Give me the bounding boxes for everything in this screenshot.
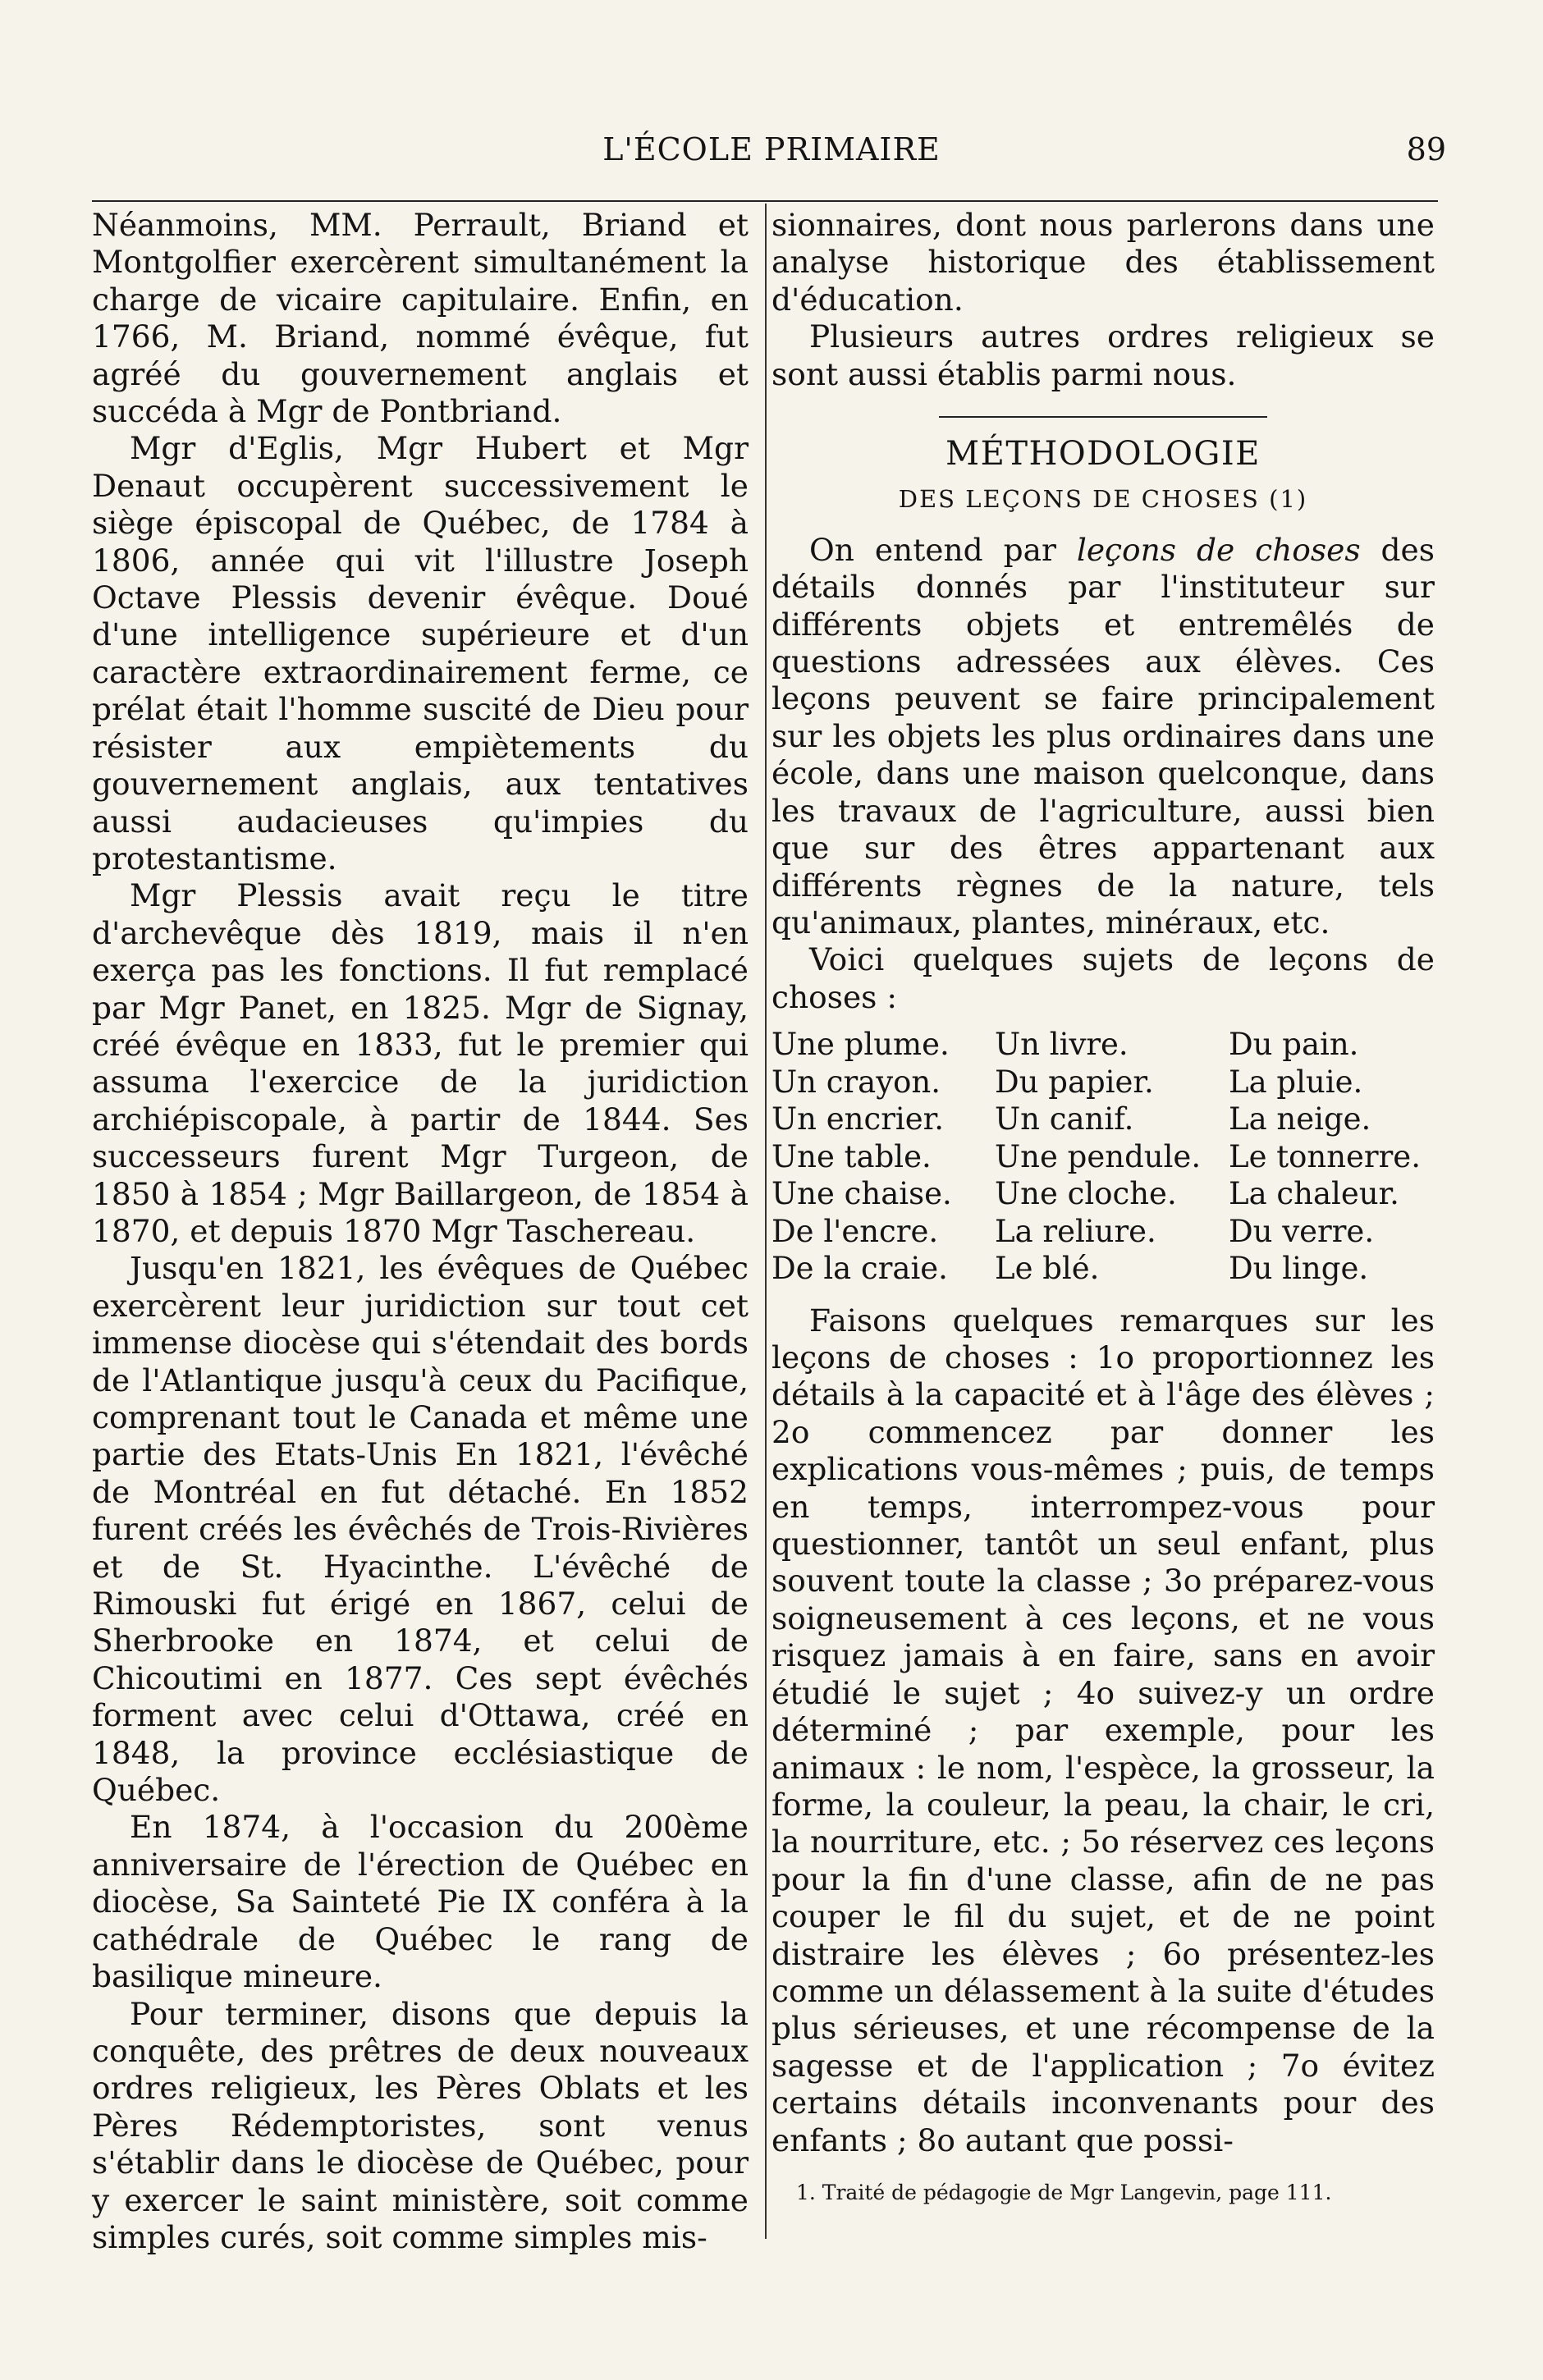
table-cell: Du papier. xyxy=(995,1064,1154,1100)
right-column xyxy=(772,207,1435,2207)
table-cell: Un canif. xyxy=(995,1101,1134,1137)
table-row xyxy=(772,1138,1435,1176)
running-title: L'ÉCOLE PRIMAIRE xyxy=(602,131,941,167)
left-column xyxy=(92,207,749,2256)
paragraph: Néanmoins, MM. Perrault, Briand et Montgolfier exercèrent simultanément la charge de vicaire capitulaire. Enfin, en 1766, M. Briand, nommé évêque, fut agréé du gouvernement anglais et succéda à Mgr de Pontbriand. xyxy=(92,207,749,430)
table-cell: Un livre. xyxy=(995,1027,1129,1063)
table-cell: La pluie. xyxy=(1229,1064,1363,1100)
table-cell: La reliure. xyxy=(995,1213,1156,1249)
section-subtitle-text: DES LEÇONS DE CHOSES xyxy=(898,485,1260,514)
table-row xyxy=(772,1064,1435,1101)
table-row xyxy=(772,1213,1435,1251)
table-cell: Une pendule. xyxy=(995,1138,1202,1174)
table-cell: Un crayon. xyxy=(772,1064,941,1100)
table-cell: Une table. xyxy=(772,1138,932,1174)
table-cell: De la craie. xyxy=(772,1251,948,1287)
paragraph: Mgr d'Eglis, Mgr Hubert et Mgr Denaut occupèrent successivement le siège épiscopal de Québec, de 1784 à 1806, année qui vit l'illustre Joseph Octave Plessis devenir évêque. Doué d'une intelligence supérieure et d'un caractère extraordinairement ferme, ce prélat était l'homme suscité de Dieu pour résister aux empiètements du gouvernement anglais, aux tentatives aussi audacieuses qu'impies du protestantisme. xyxy=(92,430,749,876)
paragraph-remarks: Faisons quelques remarques sur les leçons de choses : 1o proportionnez les détails à la capacité et à l'âge des élèves ; 2o commencez par donner les explications vous-mêmes ; puis, de temps en temps, interrompez-vous pour questionner, tantôt un seul enfant, plus souvent toute la classe ; 3o préparez-vous soigneusement à ces leçons, et ne vous risquez jamais à en faire, sans en avoir étudié le sujet ; 4o suivez-y un ordre déterminé ; par exemple, pour les animaux : le nom, l'espèce, la grosseur, la forme, la couleur, la peau, la chair, le cri, la nourriture, etc. ; 5o réservez ces leçons pour la fin d'une classe, afin de ne pas couper le fil du sujet, et de ne point distraire les élèves ; 6o présentez-les comme un délassement à la suite d'études plus sérieuses, et une récompense de la sagesse et de l'application ; 7o évitez certains détails inconvenants pour des enfants ; 8o autant que possi- xyxy=(772,1302,1435,2158)
table-cell: Du verre. xyxy=(1229,1213,1375,1249)
section-title: MÉTHODOLOGIE xyxy=(945,435,1261,474)
subjects-table xyxy=(772,1026,1435,1288)
intro-rest: des détails donnés par l'instituteur sur différents objets et entremêlés de questions adressées aux élèves. Ces leçons peuvent se faire principalement sur les objets les plus ordinaires dans une école, dans une maison quelconque, dans les travaux de l'agriculture, aussi bien que sur des êtres appartenant aux différents règnes de la nature, tels qu'animaux, plantes, minéraux, etc. xyxy=(772,531,1435,941)
table-cell: Le tonnerre. xyxy=(1229,1138,1421,1174)
paragraph: Jusqu'en 1821, les évêques de Québec exercèrent leur juridiction sur tout cet immense diocèse qui s'étendait des bords de l'Atlantique jusqu'à ceux du Pacifique, comprenant tout le Canada et même une partie des Etats-Unis En 1821, l'évêché de Montréal en fut détaché. En 1852 furent créés les évêchés de Trois-Rivières et de St. Hyacinthe. L'évêché de Rimouski fut érigé en 1867, celui de Sherbrooke en 1874, et celui de Chicoutimi en 1877. Ces sept évêchés forment avec celui d'Ottawa, créé en 1848, la province ecclésiastique de Québec. xyxy=(92,1250,749,1809)
paragraph: Plusieurs autres ordres religieux se sont aussi établis parmi nous. xyxy=(772,318,1435,392)
table-row xyxy=(772,1175,1435,1213)
table-row xyxy=(772,1101,1435,1138)
paragraph: Mgr Plessis avait reçu le titre d'archevêque dès 1819, mais il n'en exerça pas les fonctions. Il fut remplacé par Mgr Panet, en 1825. Mgr de Signay, créé évêque en 1833, fut le premier qui assuma l'exercice de la juridiction archiépiscopale, à partir de 1844. Ses successeurs furent Mgr Turgeon, de 1850 à 1854 ; Mgr Baillargeon, de 1854 à 1870, et depuis 1870 Mgr Taschereau. xyxy=(92,877,749,1249)
table-cell: Du linge. xyxy=(1229,1251,1369,1287)
paragraph-intro xyxy=(772,532,1435,941)
intro-prefix: On entend par xyxy=(809,531,1077,568)
paragraph-subjects-intro: Voici quelques sujets de leçons de choses : xyxy=(772,941,1435,1015)
column-separator xyxy=(765,204,767,2239)
footnote-marker: (1) xyxy=(1269,485,1308,514)
table-cell: Un encrier. xyxy=(772,1101,945,1137)
table-cell: Du pain. xyxy=(1229,1027,1359,1063)
table-cell: La neige. xyxy=(1229,1101,1371,1137)
running-header xyxy=(0,131,1543,181)
table-cell: Une plume. xyxy=(772,1027,950,1063)
table-cell: Le blé. xyxy=(995,1251,1100,1287)
paragraph: Pour terminer, disons que depuis la conquête, des prêtres de deux nouveaux ordres religieux, les Pères Oblats et les Pères Rédemptoristes, sont venus s'établir dans le diocèse de Québec, pour y exercer le saint ministère, soit comme simples curés, soit comme simples mis- xyxy=(92,1995,749,2255)
intro-italic-term: leçons de choses xyxy=(1076,531,1361,568)
paragraph-continuation: sionnaires, dont nous parlerons dans une analyse historique des établissement d'éducation. xyxy=(772,207,1435,318)
table-cell: La chaleur. xyxy=(1229,1176,1399,1212)
section-subtitle xyxy=(772,481,1435,518)
table-cell: De l'encre. xyxy=(772,1213,939,1249)
page-number: 89 xyxy=(1406,131,1446,167)
header-rule xyxy=(92,200,1438,202)
table-cell: Une chaise. xyxy=(772,1176,952,1212)
table-cell: Une cloche. xyxy=(995,1176,1177,1212)
table-row xyxy=(772,1250,1435,1288)
paragraph: En 1874, à l'occasion du 200ème anniversaire de l'érection de Québec en diocèse, Sa Sainteté Pie IX conféra à la cathédrale de Québec le rang de basilique mineure. xyxy=(92,1809,749,1995)
section-divider xyxy=(939,416,1267,418)
table-row xyxy=(772,1026,1435,1064)
footnote: 1. Traité de pédagogie de Mgr Langevin, page 111. xyxy=(796,2180,1332,2204)
